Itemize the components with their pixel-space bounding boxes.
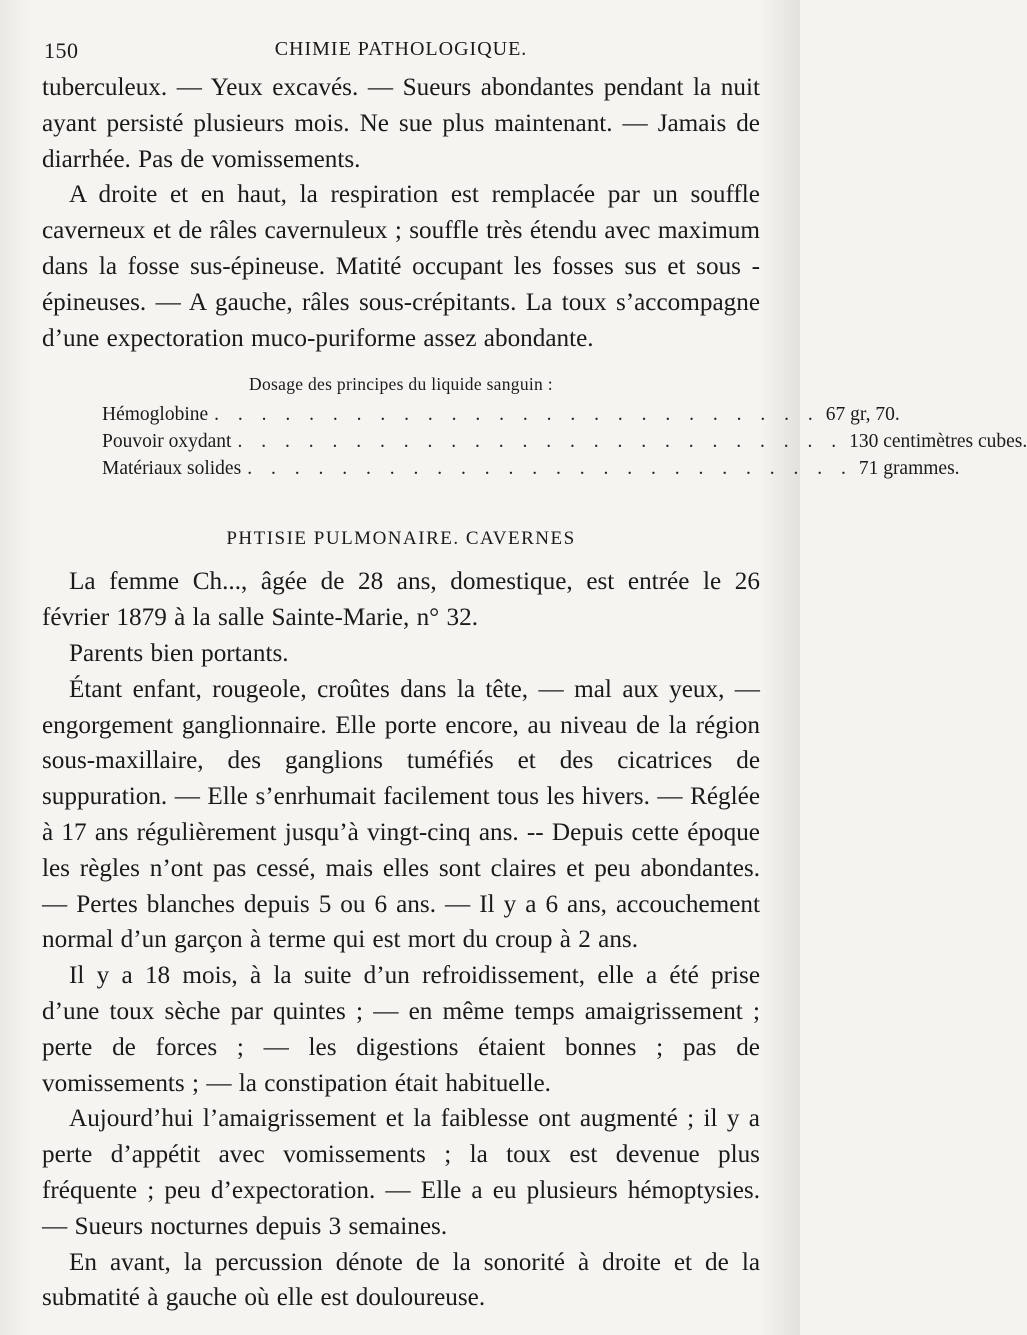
- dosage-value: 130 centimètres cubes.: [849, 431, 1027, 453]
- paragraph-percussion: En avant, la percussion dénote de la sonorité à droite et de la submatité à gauche où elle est douloureuse.: [42, 1248, 760, 1312]
- dosage-row-pouvoir-oxydant: [102, 428, 1027, 455]
- dosage-row-hemoglobine: [102, 401, 900, 428]
- dosage-label: Matériaux solides: [102, 458, 242, 480]
- dosage-row-materiaux-solides: [102, 455, 960, 482]
- paragraph-history: Étant enfant, rougeole, croûtes dans la tête, — mal aux yeux, — engorgement ganglionnaire. Elle porte encore, au niveau de la région sous-maxillaire, des ganglions tuméfiés et des cicatrices de suppuration. — Elle s’enrhumait facilement tous les hivers. — Réglée à 17 ans régulièrement jusqu’à vingt-cinq ans. -- Depuis cette époque les règles n’ont pas cessé, mais elles sont claires et peu abondantes. — Pertes blanches depuis 5 ou 6 ans. — Il y a 6 ans, accouchement normal d’un garçon à terme qui est mort du croup à 2 ans.: [42, 675, 760, 954]
- running-header: [42, 30, 760, 70]
- dot-leader: . . . . . . . . . . . . . . . . . . . . . . . . . .: [247, 458, 853, 480]
- paragraph-admission: La femme Ch..., âgée de 28 ans, domestique, est entrée le 26 février 1879 à la salle Sainte-Marie, n° 32.: [42, 568, 760, 632]
- paragraph-auscultation: A droite et en haut, la respiration est remplacée par un souffle caverneux et de râles cavernuleux ; souffle très étendu avec maximum dans la fosse sus-épineuse. Matité occupant les fosses sus et sous - épineuses. — A gauche, râles sous-crépitants. La toux s’accompagne d’une expectoration muco-puriforme assez abondante.: [42, 181, 760, 352]
- paragraph-parents: Parents bien portants.: [69, 639, 289, 667]
- running-title: CHIMIE PATHOLOGIQUE.: [274, 38, 528, 60]
- dosage-value: 71 grammes.: [858, 458, 960, 480]
- paragraph-onset: Il y a 18 mois, à la suite d’un refroidissement, elle a été prise d’une toux sèche par quintes ; — en même temps amaigrissement ; perte de forces ; — les digestions étaient bonnes ; pas de vomissements ; — la constipation était habituelle.: [42, 962, 760, 1097]
- paragraph-current-state: Aujourd’hui l’amaigrissement et la faiblesse ont augmenté ; il y a perte d’appétit avec vomissements ; la toux est devenue plus fréquente ; peu d’expectoration. — Elle a eu plusieurs hémoptysies. — Sueurs nocturnes depuis 3 semaines.: [42, 1105, 760, 1240]
- section-title: PHTISIE PULMONAIRE. CAVERNES: [226, 528, 576, 550]
- page-number: 150: [44, 38, 79, 63]
- dot-leader: . . . . . . . . . . . . . . . . . . . . . . . . . .: [214, 404, 820, 426]
- dosage-value: 67 gr, 70.: [825, 404, 900, 426]
- dosage-label: Pouvoir oxydant: [102, 431, 232, 453]
- paragraph-continued: tuberculeux. — Yeux excavés. — Sueurs abondantes pendant la nuit ayant persisté plusieurs mois. Ne sue plus maintenant. — Jamais de diarrhée. Pas de vomissements.: [42, 74, 760, 173]
- dot-leader: . . . . . . . . . . . . . . . . . . . . . . . . . .: [237, 431, 844, 453]
- dosage-label: Hémoglobine: [102, 404, 209, 426]
- dosage-title: Dosage des principes du liquide sanguin :: [249, 374, 553, 395]
